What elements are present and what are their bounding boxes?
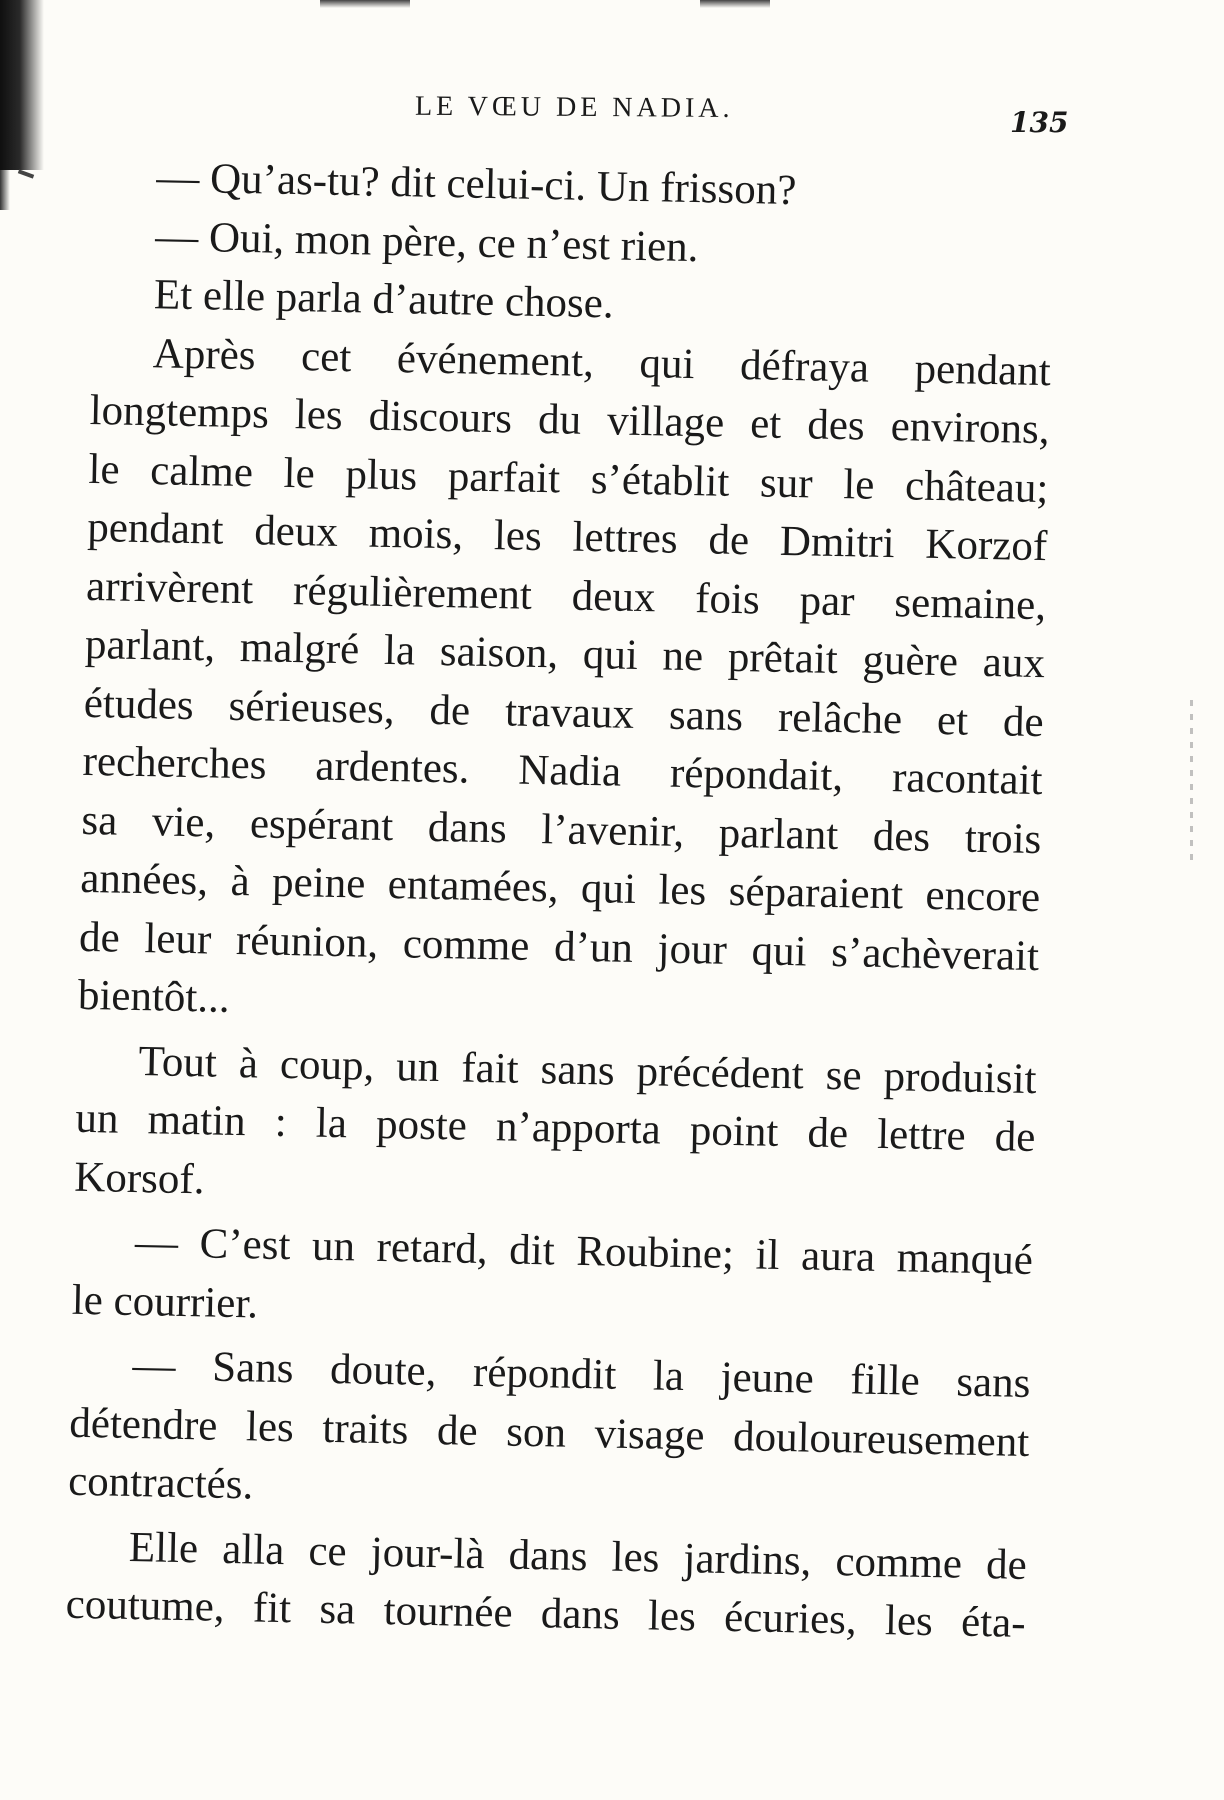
text-line: contractés. <box>67 1457 254 1509</box>
text-line: le calme le plus parfait s’établit sur le château; <box>88 445 1049 512</box>
text-line: années, à peine entamées, qui les séparaient encore <box>79 854 1041 922</box>
text-line: le courrier. <box>71 1276 259 1328</box>
text-line: coutume, fit sa tournée dans les écuries, les éta- <box>65 1580 1027 1647</box>
scan-smudge <box>320 0 410 8</box>
text-line: — Sans doute, répondit la jeune fille sans <box>132 1342 1031 1408</box>
text-line: études sérieuses, de travaux sans relâche et de <box>83 679 1045 746</box>
text-line: Tout à coup, un fait sans précédent se produisit <box>138 1037 1037 1103</box>
scan-smudge <box>700 0 770 8</box>
text-line: bientôt... <box>77 971 231 1022</box>
running-header: LE VŒU DE NADIA. <box>414 90 734 124</box>
text-line: Elle alla ce jour-là dans les jardins, comme de <box>128 1523 1028 1589</box>
binding-shadow-lower <box>0 170 10 210</box>
body-text <box>65 148 1055 1653</box>
text-line: longtemps les discours du village et des environs, <box>89 386 1051 454</box>
text-line: Et elle parla d’autre chose. <box>153 271 615 328</box>
scan-speck <box>18 169 34 178</box>
scan-edge-marks <box>1190 700 1193 860</box>
text-line: détendre les traits de son visage douloureusement <box>68 1399 1030 1466</box>
text-line: de leur réunion, comme d’un jour qui s’achèverait <box>78 913 1040 980</box>
binding-shadow <box>0 0 44 170</box>
text-line: recherches ardentes. Nadia répondait, racontait <box>82 737 1043 805</box>
text-line: arrivèrent régulièrement deux fois par semaine, <box>85 562 1047 629</box>
page-number: 135 <box>1010 106 1069 139</box>
text-line: un matin : la poste n’apporta point de lettre de <box>75 1094 1036 1162</box>
text-line: Korsof. <box>73 1153 205 1203</box>
text-line: — Qu’as-tu? dit celui-ci. Un frisson? <box>155 154 797 215</box>
text-line: — Oui, mon père, ce n’est rien. <box>154 212 699 271</box>
text-line: parlant, malgré la saison, qui ne prêtait guère aux <box>84 620 1046 688</box>
text-line: Après cet événement, qui défraya pendant <box>152 329 1052 395</box>
text-line: sa vie, espérant dans l’avenir, parlant des trois <box>81 796 1042 863</box>
text-line: — C’est un retard, dit Roubine; il aura manqué <box>134 1219 1034 1285</box>
text-line: pendant deux mois, les lettres de Dmitri Korzof <box>86 503 1048 571</box>
